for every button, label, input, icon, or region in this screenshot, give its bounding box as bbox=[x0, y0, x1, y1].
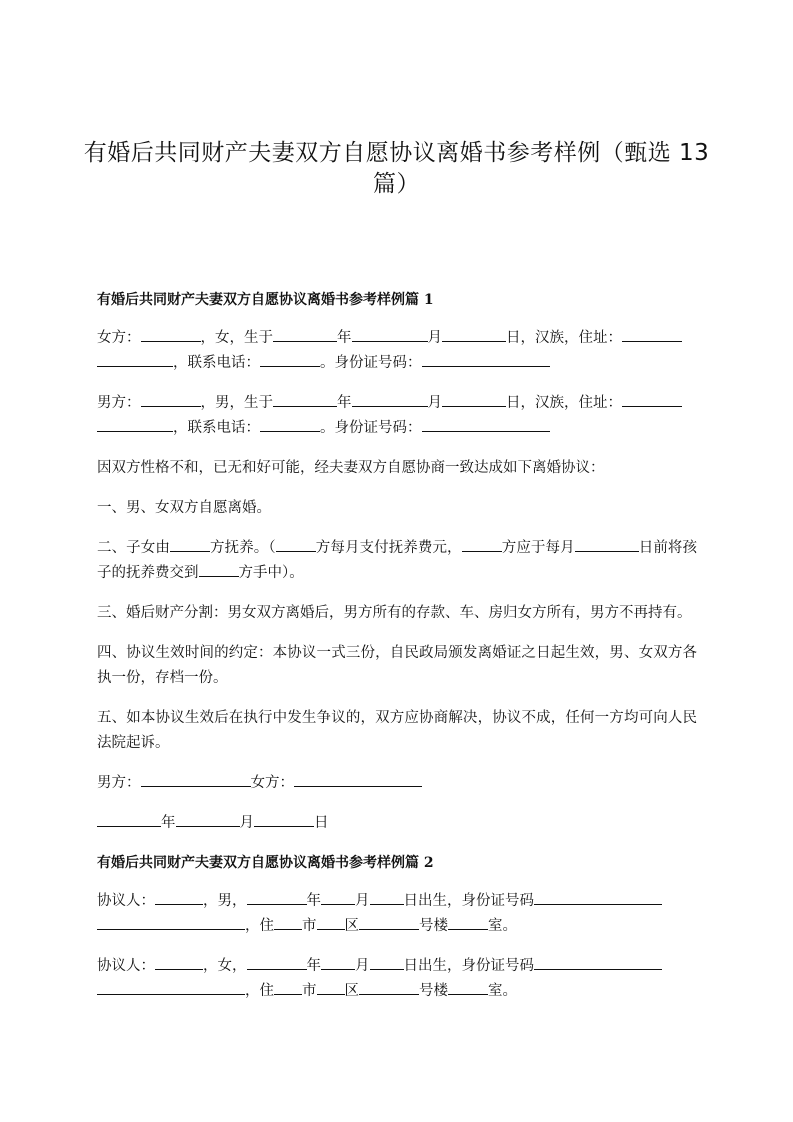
blank-field[interactable] bbox=[141, 327, 201, 342]
blank-field[interactable] bbox=[170, 537, 210, 552]
date-line: 年 月 日 bbox=[97, 811, 697, 836]
blank-field[interactable] bbox=[317, 915, 345, 930]
intro-paragraph: 因双方性格不和，已无和好可能，经夫妻双方自愿协商一致达成如下离婚协议： bbox=[97, 460, 605, 476]
blank-field[interactable] bbox=[422, 417, 550, 432]
male-party-paragraph: 男方： ，男，生于 年 月 日，汉族，住址： ，联系电话： 。身份证号码： bbox=[97, 391, 697, 441]
blank-field[interactable] bbox=[199, 562, 239, 577]
clause-3: 三、婚后财产分割：男女双方离婚后，男方所有的存款、车、房归女方所有，男方不再持有。 bbox=[97, 605, 692, 621]
blank-field[interactable] bbox=[260, 417, 320, 432]
blank-field[interactable] bbox=[97, 980, 245, 995]
female-party-paragraph: 女方： ，女，生于 年 月 日，汉族，住址： ，联系电话： 。身份证号码： bbox=[97, 326, 697, 376]
blank-field[interactable] bbox=[622, 327, 682, 342]
blank-field[interactable] bbox=[155, 955, 203, 970]
blank-field[interactable] bbox=[359, 980, 419, 995]
blank-field[interactable] bbox=[352, 392, 428, 407]
blank-field[interactable] bbox=[254, 812, 314, 827]
blank-field[interactable] bbox=[176, 812, 240, 827]
clause-2: 二、子女由 方抚养。（ 方每月支付抚养费元， 方应于每月 日前将孩子的抚养费交到 方手中）。 bbox=[97, 536, 697, 586]
blank-field[interactable] bbox=[260, 352, 320, 367]
blank-field[interactable] bbox=[273, 392, 337, 407]
page-title: 有婚后共同财产夫妻双方自愿协议离婚书参考样例（甄选 13 篇） bbox=[83, 140, 710, 197]
blank-field[interactable] bbox=[370, 955, 404, 970]
party-2-paragraph: 协议人： ，女， 年 月 日出生，身份证号码 ，住 市 区 号楼 室。 bbox=[97, 954, 697, 1004]
blank-field[interactable] bbox=[422, 352, 550, 367]
blank-field[interactable] bbox=[352, 327, 428, 342]
document-body bbox=[97, 288, 697, 1019]
blank-field[interactable] bbox=[97, 812, 161, 827]
blank-field[interactable] bbox=[448, 980, 488, 995]
signature-line: 男方： 女方： bbox=[97, 771, 697, 796]
blank-field[interactable] bbox=[321, 955, 355, 970]
blank-field[interactable] bbox=[321, 890, 355, 905]
section-heading-2: 有婚后共同财产夫妻双方自愿协议离婚书参考样例篇 2 bbox=[97, 855, 434, 871]
blank-field[interactable] bbox=[97, 352, 173, 367]
male-signature-field[interactable] bbox=[141, 772, 251, 787]
blank-field[interactable] bbox=[462, 537, 502, 552]
clause-4: 四、协议生效时间的约定：本协议一式三份，自民政局颁发离婚证之日起生效，男、女双方各执一份，存档一份。 bbox=[97, 645, 697, 686]
blank-field[interactable] bbox=[273, 327, 337, 342]
clause-5: 五、如本协议生效后在执行中发生争议的，双方应协商解决，协议不成，任何一方均可向人民法院起诉。 bbox=[97, 710, 697, 751]
blank-field[interactable] bbox=[448, 915, 488, 930]
party-1-paragraph: 协议人： ，男， 年 月 日出生，身份证号码 ，住 市 区 号楼 室。 bbox=[97, 889, 697, 939]
blank-field[interactable] bbox=[276, 537, 316, 552]
clause-1: 一、男、女双方自愿离婚。 bbox=[97, 500, 271, 516]
blank-field[interactable] bbox=[155, 890, 203, 905]
blank-field[interactable] bbox=[534, 955, 662, 970]
blank-field[interactable] bbox=[141, 392, 201, 407]
blank-field[interactable] bbox=[575, 537, 639, 552]
blank-field[interactable] bbox=[274, 915, 302, 930]
female-signature-field[interactable] bbox=[294, 772, 422, 787]
section-heading-1: 有婚后共同财产夫妻双方自愿协议离婚书参考样例篇 1 bbox=[97, 292, 434, 308]
blank-field[interactable] bbox=[622, 392, 682, 407]
blank-field[interactable] bbox=[370, 890, 404, 905]
blank-field[interactable] bbox=[442, 327, 506, 342]
blank-field[interactable] bbox=[274, 980, 302, 995]
blank-field[interactable] bbox=[247, 890, 307, 905]
blank-field[interactable] bbox=[247, 955, 307, 970]
blank-field[interactable] bbox=[442, 392, 506, 407]
blank-field[interactable] bbox=[317, 980, 345, 995]
blank-field[interactable] bbox=[359, 915, 419, 930]
blank-field[interactable] bbox=[97, 915, 245, 930]
blank-field[interactable] bbox=[534, 890, 662, 905]
blank-field[interactable] bbox=[97, 417, 173, 432]
